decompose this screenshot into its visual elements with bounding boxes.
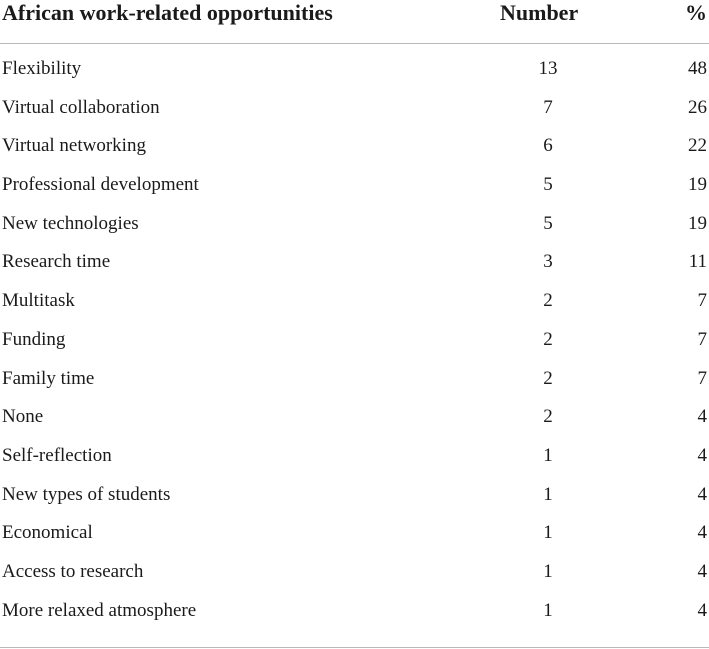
row-percent: 4 [697,560,707,582]
table-bottom-rule [0,647,709,648]
row-percent: 19 [688,212,707,234]
row-label: Self-reflection [2,444,112,466]
table-row [0,521,709,560]
row-number: 5 [543,174,553,196]
row-number: 13 [538,58,558,79]
row-label: Professional development [2,174,199,196]
table-row [0,173,709,212]
row-label: Funding [2,328,66,350]
row-label: Virtual collaboration [2,96,160,118]
row-percent: 4 [697,522,707,544]
table-row [0,57,709,96]
row-percent: 7 [697,367,707,389]
row-number: 7 [543,96,553,118]
table-row [0,599,709,638]
row-label: New technologies [2,212,139,234]
row-label: More relaxed atmosphere [2,599,197,621]
row-number: 1 [543,522,553,544]
header-opportunities: African work-related opportunities [2,0,333,25]
row-percent: 7 [697,290,707,312]
table-row [0,96,709,135]
table-header-row [0,0,709,44]
row-label: Multitask [2,290,75,312]
row-percent: 4 [697,444,707,466]
table-row [0,212,709,251]
row-percent: 4 [697,406,707,428]
row-label: Flexibility [2,58,82,79]
row-label: None [2,406,44,428]
table-row [0,483,709,522]
table-row [0,328,709,367]
row-number: 2 [543,290,553,312]
table-row [0,444,709,483]
row-label: Virtual networking [2,135,146,157]
row-number: 1 [543,599,553,621]
row-percent: 4 [697,483,707,505]
row-percent: 7 [697,328,707,350]
row-percent: 4 [697,599,707,621]
row-number: 1 [543,483,553,505]
row-percent: 19 [688,174,707,196]
row-number: 6 [543,135,553,157]
row-label: Family time [2,367,95,389]
table-row [0,289,709,328]
table-body [0,57,709,637]
table-row [0,367,709,406]
row-percent: 11 [688,251,707,273]
row-number: 1 [543,560,553,582]
row-label: Access to research [2,560,144,582]
row-label: Research time [2,251,111,273]
row-number: 5 [543,212,553,234]
header-percent: % [685,0,707,25]
row-percent: 26 [688,96,707,118]
table-row [0,405,709,444]
row-label: Economical [2,522,93,544]
row-number: 2 [543,328,553,350]
table-row [0,134,709,173]
row-label: New types of students [2,483,171,505]
row-number: 2 [543,406,553,428]
row-percent: 48 [688,58,707,79]
opportunities-table [0,0,709,44]
header-number: Number [500,0,579,25]
row-percent: 22 [688,135,707,157]
row-number: 3 [543,251,553,273]
table-row [0,250,709,289]
table-row [0,560,709,599]
row-number: 2 [543,367,553,389]
row-number: 1 [543,444,553,466]
